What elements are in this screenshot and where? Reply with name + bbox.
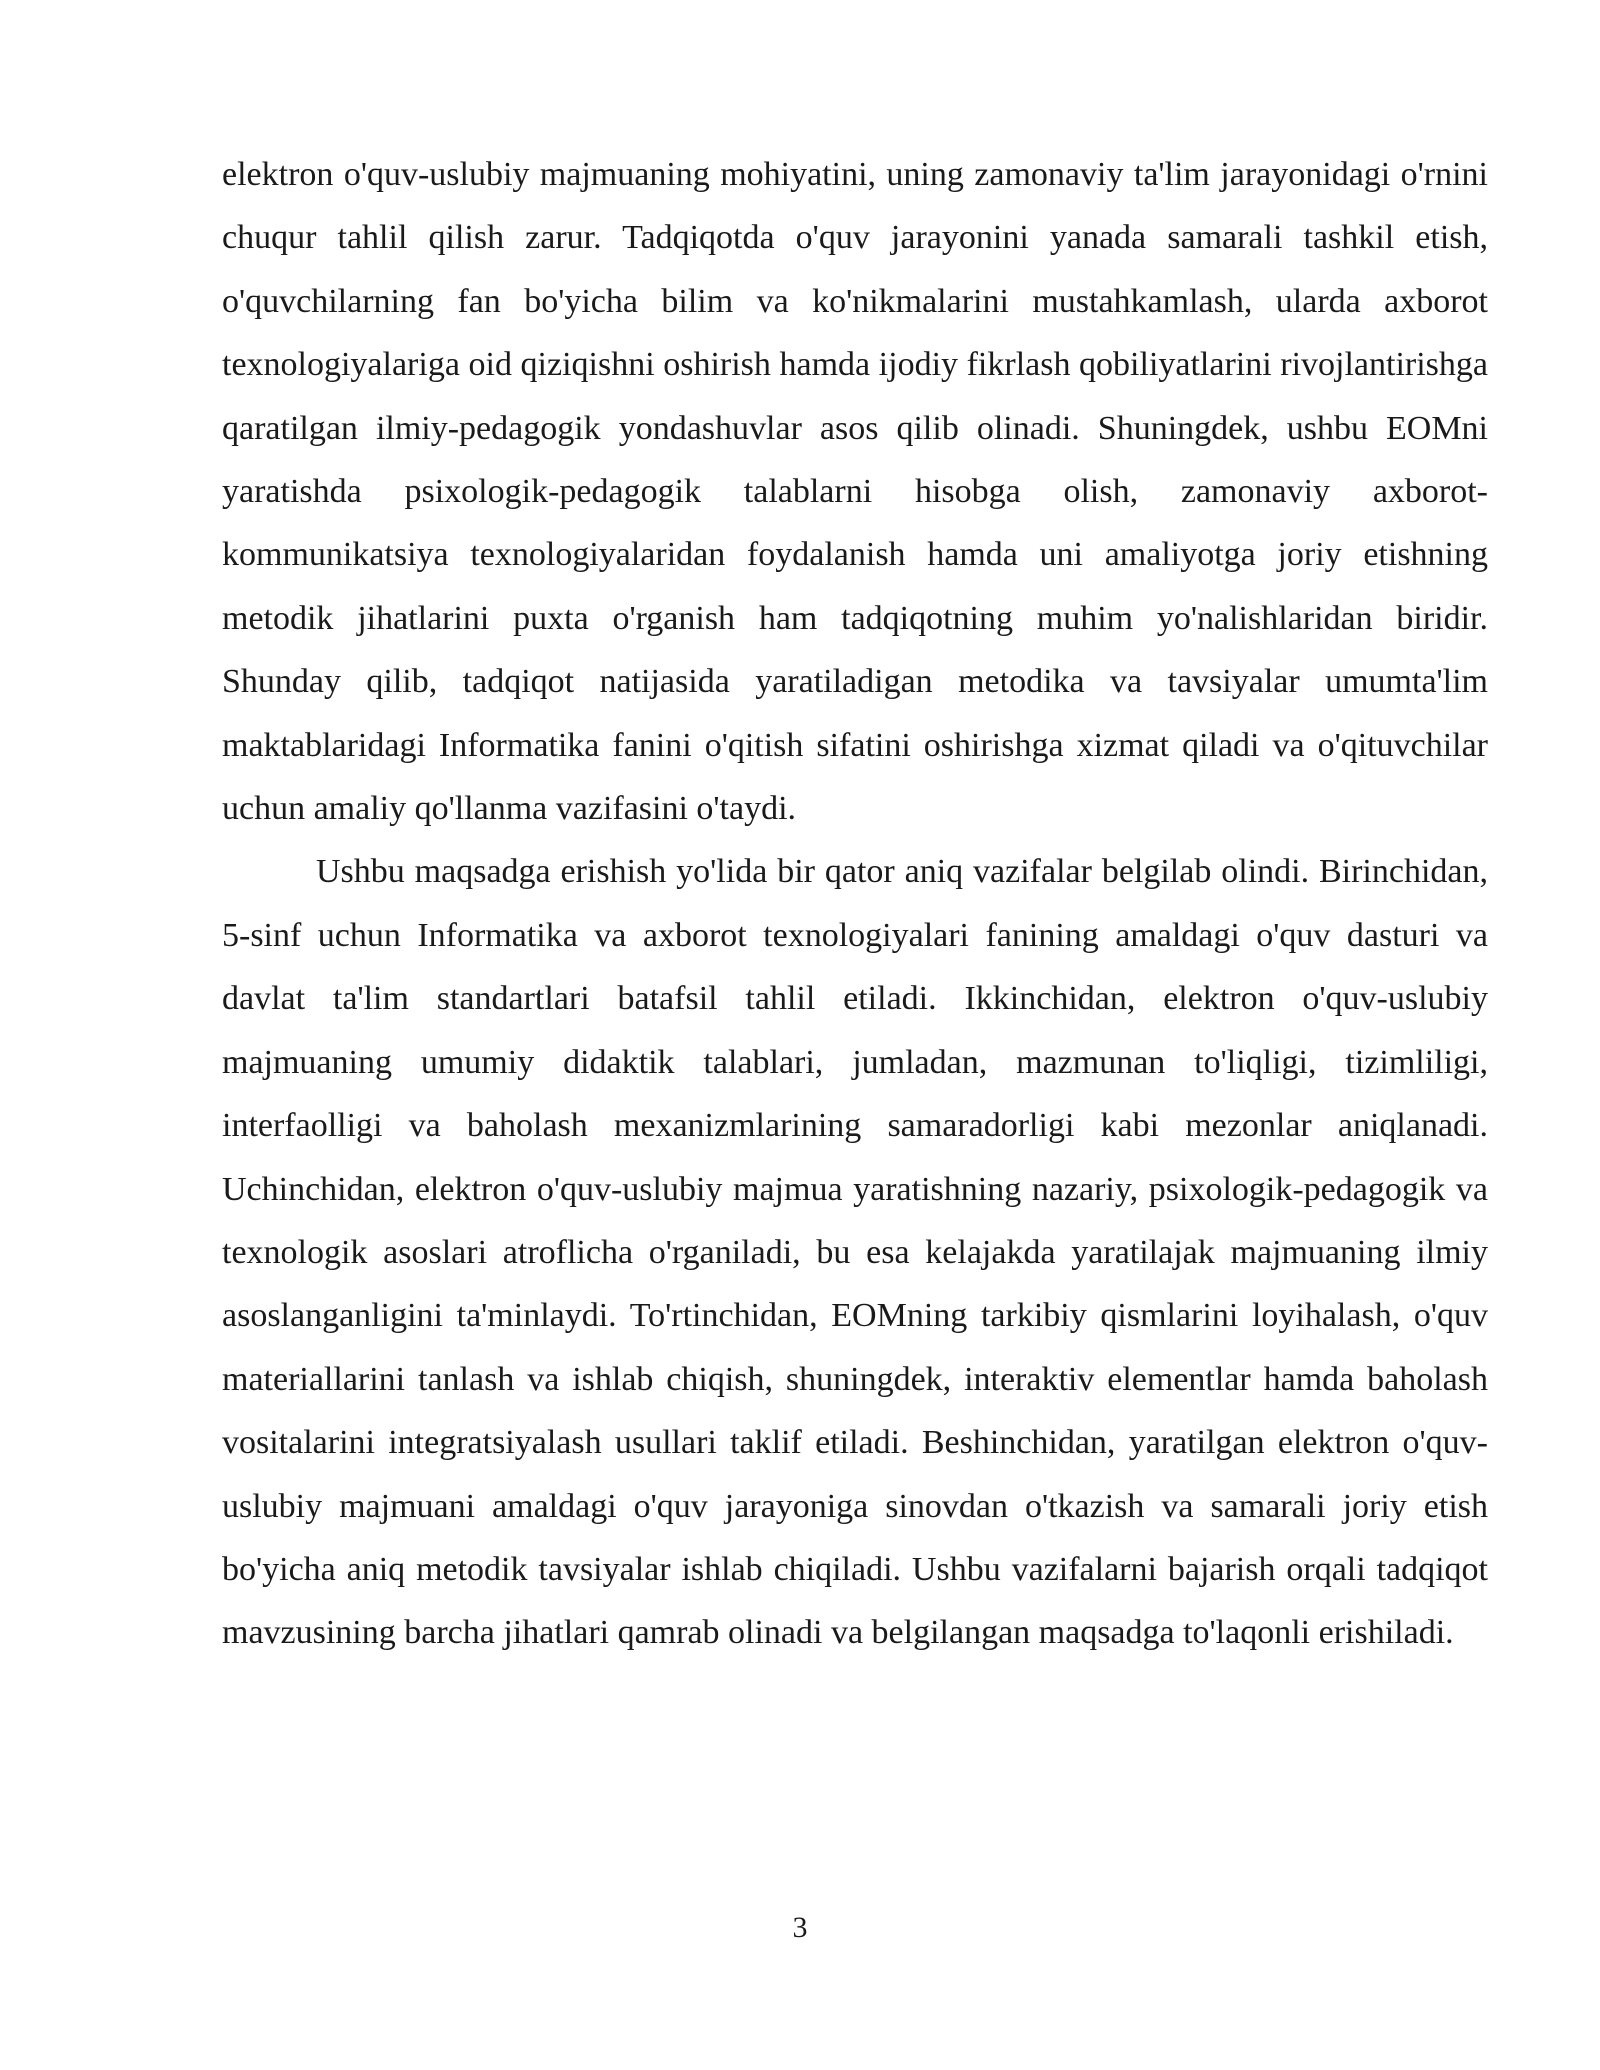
page-number: 3	[792, 1911, 808, 1944]
paragraph-tasks: Ushbu maqsadga erishish yo'lida bir qator aniq vazifalar belgilab olindi. Birinchidan, 5-sinf uchun Informatika va axborot texnologiyalari fanining amaldagi o'quv dasturi va davlat ta'lim standartlari batafsil tahlil etiladi. Ikkinchidan, elektron o'quv-uslubiy majmuaning umumiy didaktik talablari, jumladan, mazmunan to'liqligi, tizimliligi, interfaolligi va baholash mexanizmlarining samaradorligi kabi mezonlar aniqlanadi. Uchinchidan, elektron o'quv-uslubiy majmua yaratishning nazariy, psixologik-pedagogik va texnologik asoslari atroflicha o'rganiladi, bu esa kelajakda yaratilajak majmuaning ilmiy asoslanganligini ta'minlaydi. To'rtinchidan, EOMning tarkibiy qismlarini loyihalash, o'quv materiallarini tanlash va ishlab chiqish, shuningdek, interaktiv elementlar hamda baholash vositalarini integratsiyalash usullari taklif etiladi. Beshinchidan, yaratilgan elektron o'quv-uslubiy majmuani amaldagi o'quv jarayoniga sinovdan o'tkazish va samarali joriy etish bo'yicha aniq metodik tavsiyalar ishlab chiqiladi. Ushbu vazifalarni bajarish orqali tadqiqot mavzusining barcha jihatlari qamrab olinadi va belgilangan maqsadga to'laqonli erishiladi.	[222, 853, 1488, 1652]
paragraph-continuation: elektron o'quv-uslubiy majmuaning mohiyatini, uning zamonaviy ta'lim jarayonidagi o'rnini chuqur tahlil qilish zarur. Tadqiqotda o'quv jarayonini yanada samarali tashkil etish, o'quvchilarning fan bo'yicha bilim va ko'nikmalarini mustahkamlash, ularda axborot texnologiyalariga oid qiziqishni oshirish hamda ijodiy fikrlash qobiliyatlarini rivojlantirishga qaratilgan ilmiy-pedagogik yondashuvlar asos qilib olinadi. Shuningdek, ushbu EOMni yaratishda psixologik-pedagogik talablarni hisobga olish, zamonaviy axborot-kommunikatsiya texnologiyalaridan foydalanish hamda uni amaliyotga joriy etishning metodik jihatlarini puxta o'rganish ham tadqiqotning muhim yo'nalishlaridan biridir. Shunday qilib, tadqiqot natijasida yaratiladigan metodika va tavsiyalar umumta'lim maktablaridagi Informatika fanini o'qitish sifatini oshirishga xizmat qiladi va o'qituvchilar uchun amaliy qo'llanma vazifasini o'taydi.	[222, 156, 1488, 828]
body-text	[222, 143, 1488, 1665]
